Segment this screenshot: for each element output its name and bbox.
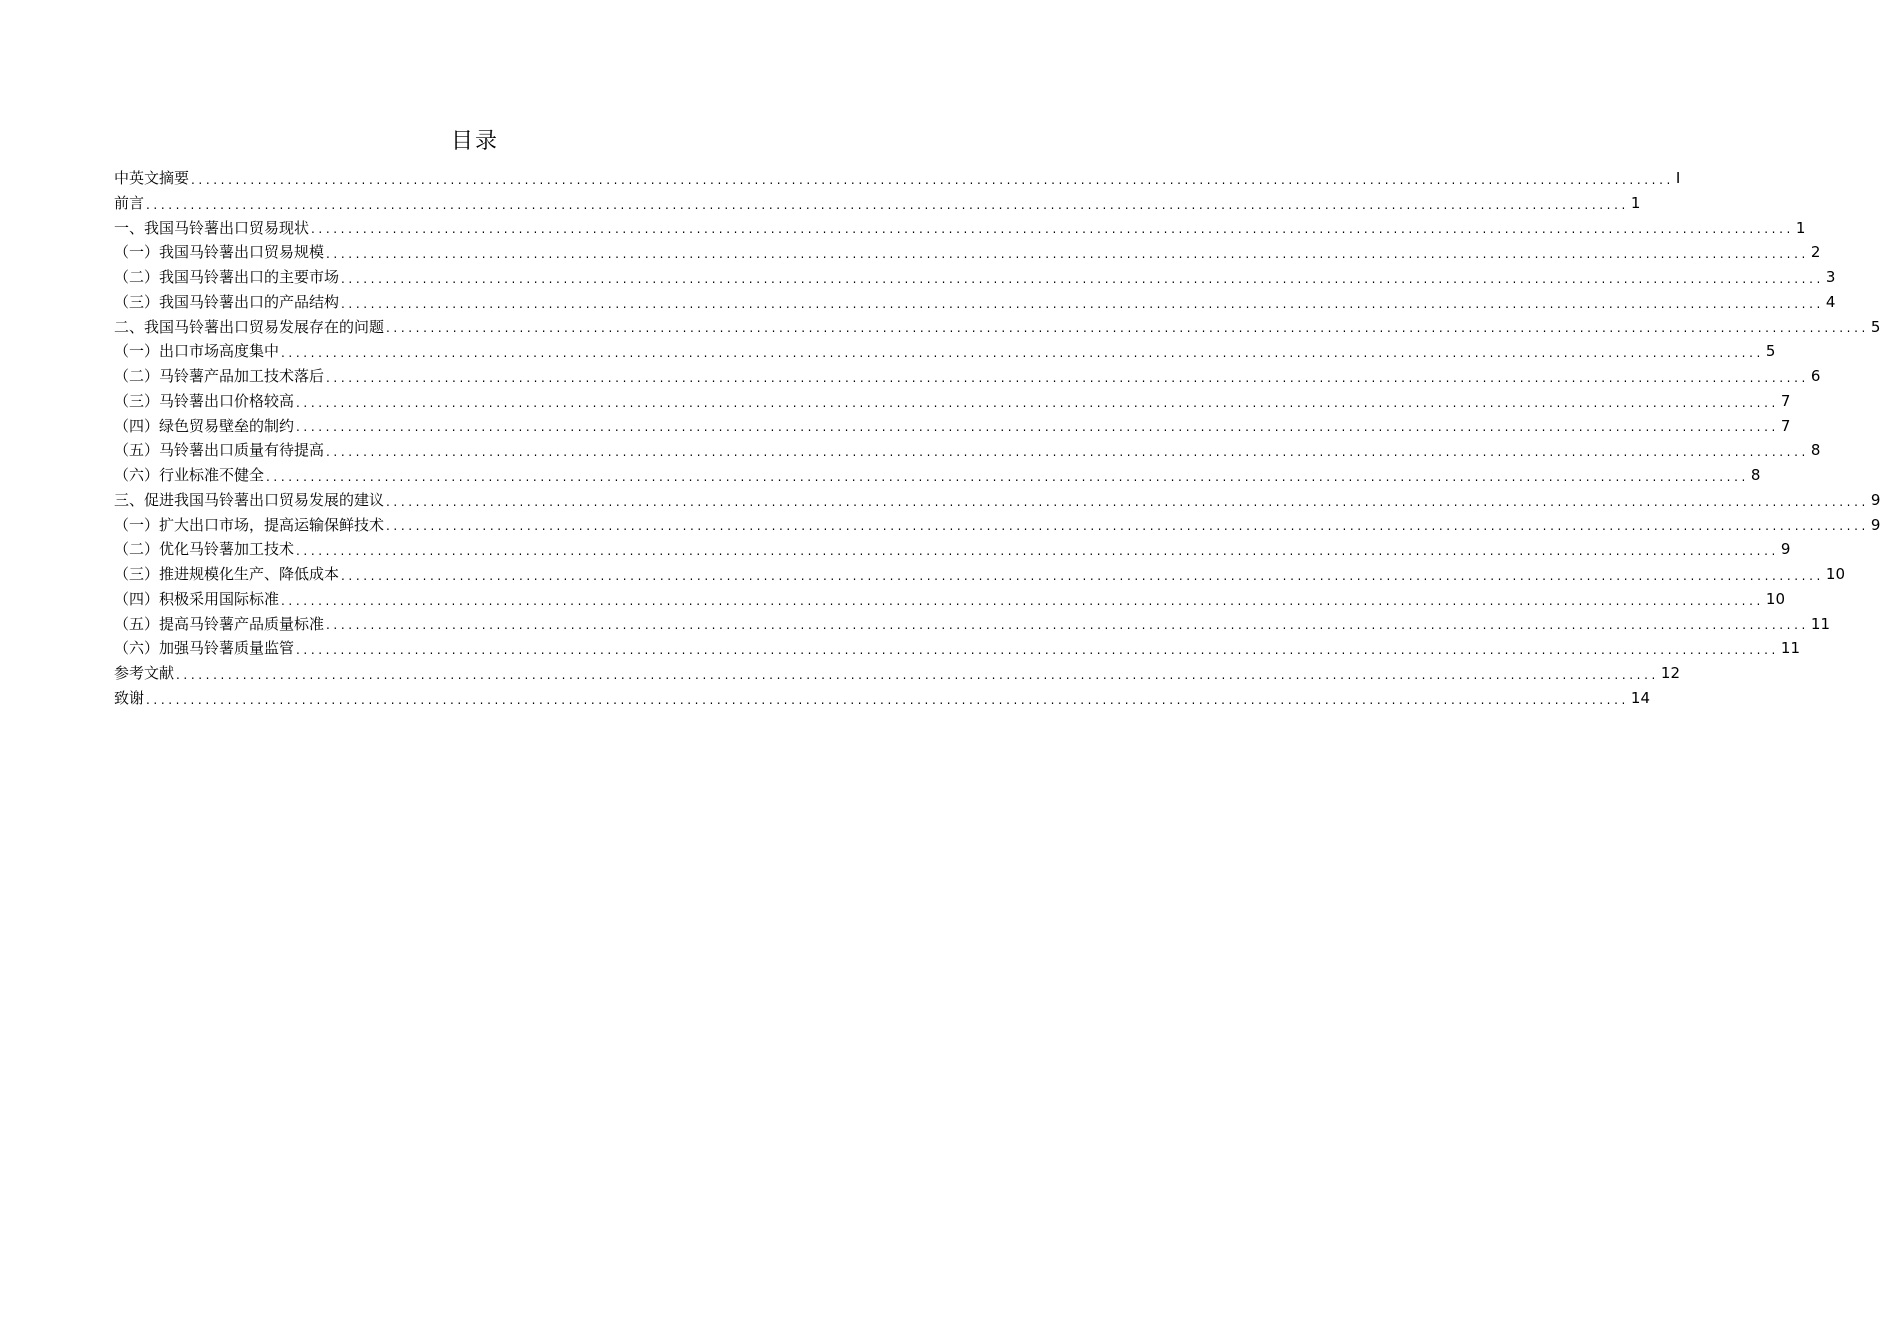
toc-entry-text: （四）绿色贸易壁垒的制约 [114, 416, 295, 435]
toc-entry-page: 10 [1825, 565, 1845, 583]
toc-entry-text: （二）优化马铃薯加工技术 [114, 540, 295, 559]
toc-leader-dots: ........................................................................................................................................................................................................ [326, 247, 1809, 261]
toc-leader-dots: ........................................................................................................................................................................................................ [146, 197, 1629, 212]
toc-leader-dots: ........................................................................................................................................................................................................ [341, 296, 1824, 311]
toc-leader-dots: ........................................................................................................................................................................................................ [146, 692, 1629, 707]
toc-entry-page: 3 [1825, 268, 1836, 286]
toc-entry-text: （五）马铃薯出口质量有待提高 [114, 441, 325, 460]
toc-entry[interactable] [114, 339, 1776, 364]
toc-entry[interactable] [114, 315, 1880, 340]
toc-leader-dots: ........................................................................................................................................................................................................ [296, 395, 1779, 410]
toc-leader-dots: ........................................................................................................................................................................................................ [341, 271, 1824, 286]
toc-entry-text: （五）提高马铃薯产品质量标准 [114, 614, 325, 633]
toc-entry-page: 8 [1810, 441, 1821, 460]
toc-entry-text: 前言 [114, 193, 145, 212]
toc-entry-text: 一、我国马铃薯出口贸易现状 [114, 218, 310, 237]
toc-entry[interactable] [114, 191, 1641, 216]
toc-leader-dots: ........................................................................................................................................................................................................ [386, 519, 1869, 534]
toc-leader-dots: ........................................................................................................................................................................................................ [281, 593, 1764, 608]
toc-entry[interactable] [114, 587, 1785, 612]
toc-entry-text: 三、促进我国马铃薯出口贸易发展的建议 [114, 490, 385, 509]
toc-entry[interactable] [114, 414, 1791, 439]
toc-entry[interactable] [114, 216, 1806, 241]
toc-entry-text: （三）马铃薯出口价格较高 [114, 391, 295, 410]
toc-entry-page: 10 [1765, 589, 1785, 608]
toc-entry-page: 12 [1660, 664, 1680, 682]
toc-entry-text: （二）我国马铃薯出口的主要市场 [114, 268, 340, 286]
toc-entry-text: （三）我国马铃薯出口的产品结构 [114, 292, 340, 311]
toc-entry[interactable] [114, 389, 1791, 414]
toc-list [114, 166, 1880, 711]
toc-entry-page: 7 [1780, 391, 1791, 410]
toc-leader-dots: ........................................................................................................................................................................................................ [326, 370, 1809, 385]
toc-entry-page: 1 [1795, 218, 1806, 237]
toc-entry-page: I [1675, 169, 1681, 187]
toc-entry-text: （一）扩大出口市场，提高运输保鲜技术 [114, 515, 385, 534]
toc-entry-page: 2 [1810, 243, 1821, 262]
toc-leader-dots: ........................................................................................................................................................................................................ [191, 172, 1674, 187]
toc-leader-dots: ........................................................................................................................................................................................................ [341, 568, 1824, 583]
toc-entry-page: 9 [1870, 490, 1880, 509]
toc-entry-text: （三）推进规模化生产、降低成本 [114, 565, 340, 583]
toc-leader-dots: ........................................................................................................................................................................................................ [296, 643, 1779, 657]
toc-entry-page: 7 [1780, 416, 1791, 435]
toc-entry-page: 9 [1780, 540, 1791, 559]
toc-entry-page: 14 [1630, 688, 1650, 707]
toc-entry-text: （一）出口市场高度集中 [114, 342, 280, 361]
toc-entry-page: 11 [1780, 639, 1800, 658]
toc-entry-page: 8 [1750, 466, 1761, 484]
toc-leader-dots: ........................................................................................................................................................................................................ [266, 469, 1749, 484]
toc-entry-text: （六）加强马铃薯质量监管 [114, 639, 295, 658]
toc-leader-dots: ........................................................................................................................................................................................................ [311, 222, 1794, 237]
toc-leader-dots: ........................................................................................................................................................................................................ [386, 321, 1869, 336]
toc-leader-dots: ........................................................................................................................................................................................................ [296, 420, 1779, 435]
toc-entry-text: （六）行业标准不健全 [114, 466, 265, 484]
toc-entry[interactable] [114, 438, 1821, 463]
toc-entry-text: 二、我国马铃薯出口贸易发展存在的问题 [114, 317, 385, 336]
toc-entry[interactable] [114, 290, 1836, 315]
toc-entry-text: 参考文献 [114, 664, 175, 682]
toc-leader-dots: ........................................................................................................................................................................................................ [296, 544, 1779, 558]
toc-entry-text: （二）马铃薯产品加工技术落后 [114, 367, 325, 385]
toc-entry[interactable] [114, 463, 1761, 488]
toc-entry[interactable] [114, 166, 1681, 191]
toc-entry[interactable] [114, 364, 1821, 389]
toc-entry[interactable] [114, 612, 1830, 637]
toc-entry-page: 4 [1825, 292, 1836, 311]
toc-entry-page: 5 [1765, 342, 1776, 361]
toc-entry-text: 中英文摘要 [114, 169, 190, 187]
toc-title: 目录 [450, 129, 499, 154]
toc-entry[interactable] [114, 265, 1836, 290]
toc-entry[interactable] [114, 537, 1791, 562]
toc-entry-text: （一）我国马铃薯出口贸易规模 [114, 243, 325, 262]
toc-entry-page: 11 [1810, 614, 1830, 633]
toc-entry[interactable] [114, 562, 1845, 587]
toc-entry-text: 致谢 [114, 688, 145, 707]
toc-entry[interactable] [114, 488, 1880, 513]
toc-entry[interactable] [114, 636, 1800, 661]
toc-leader-dots: ........................................................................................................................................................................................................ [281, 346, 1764, 360]
toc-entry-page: 9 [1870, 515, 1880, 534]
toc-entry-page: 5 [1870, 317, 1880, 336]
toc-entry-page: 1 [1630, 193, 1641, 212]
toc-entry[interactable] [114, 240, 1821, 265]
toc-leader-dots: ........................................................................................................................................................................................................ [176, 667, 1659, 682]
toc-leader-dots: ........................................................................................................................................................................................................ [326, 445, 1809, 459]
toc-entry[interactable] [114, 686, 1650, 711]
toc-entry-page: 6 [1810, 367, 1821, 385]
toc-entry[interactable] [114, 661, 1680, 686]
toc-entry-text: （四）积极采用国际标准 [114, 589, 280, 608]
toc-leader-dots: ........................................................................................................................................................................................................ [326, 618, 1809, 633]
toc-entry[interactable] [114, 513, 1880, 538]
toc-leader-dots: ........................................................................................................................................................................................................ [386, 494, 1869, 509]
